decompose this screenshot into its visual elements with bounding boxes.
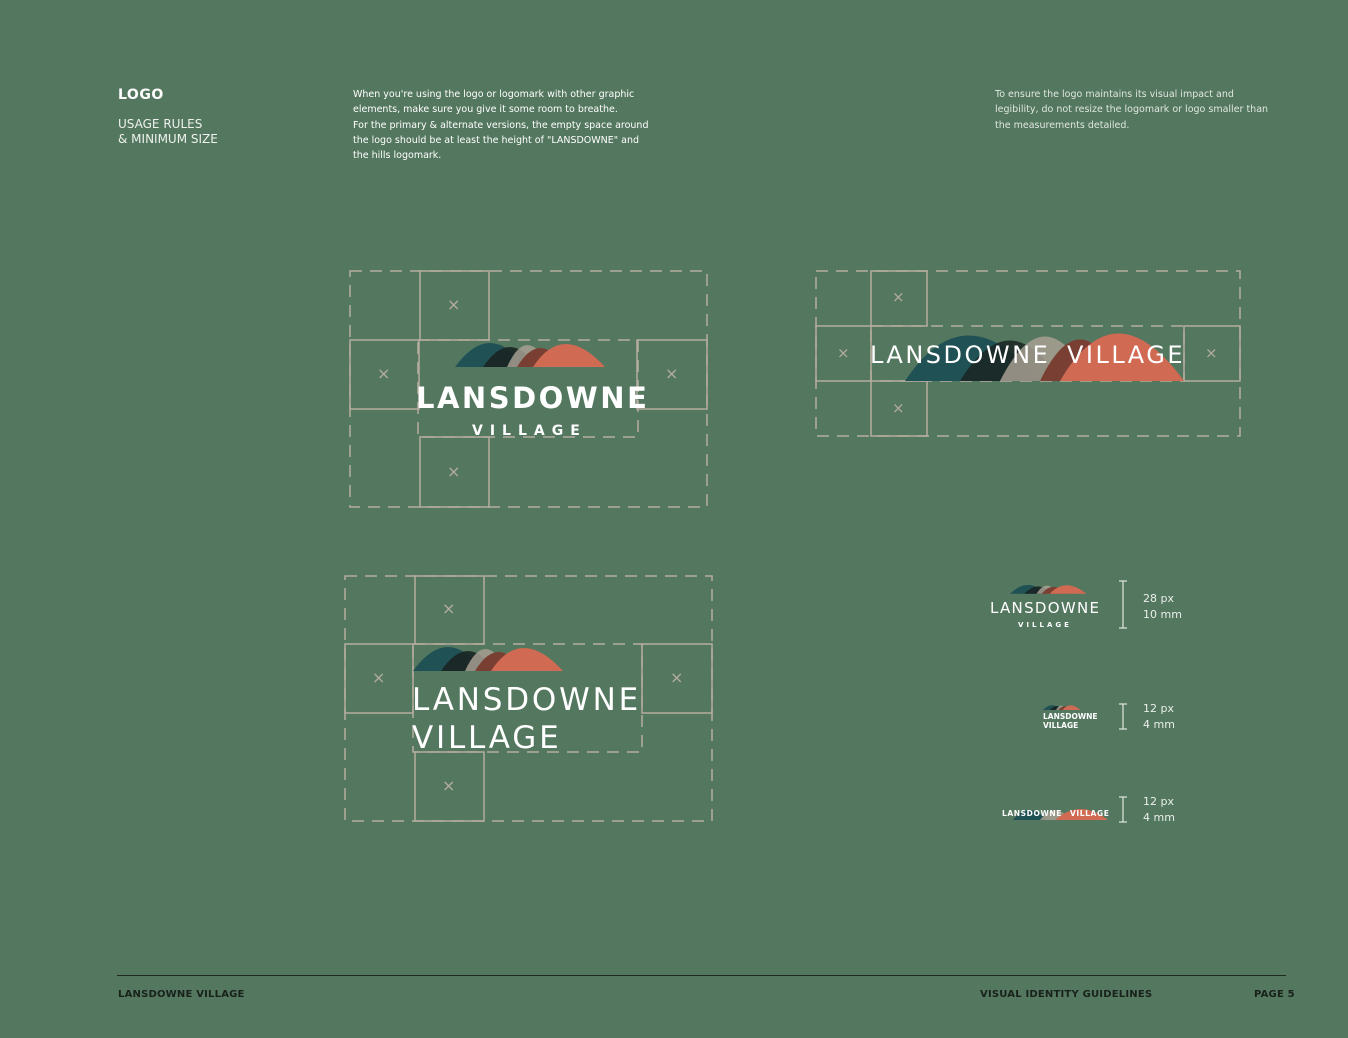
min-size-stacked-line-2: VILLAGE: [1043, 721, 1079, 730]
spacer-cross-icon: ×: [670, 668, 684, 687]
min-size-primary-wordmark: LANSDOWNE: [990, 599, 1101, 617]
primary-logo-subline: VILLAGE: [472, 423, 587, 439]
min-size-stacked-line-1: LANSDOWNE: [1043, 712, 1098, 721]
footer-page-number: PAGE 5: [1254, 989, 1295, 1000]
stacked-logo-line-2: VILLAGE: [412, 720, 562, 756]
footer-document-title: VISUAL IDENTITY GUIDELINES: [980, 989, 1153, 1000]
size-bracket-1: [1119, 581, 1127, 628]
subtitle-line-2: & MINIMUM SIZE: [118, 132, 218, 146]
stacked-logo-line-1: LANSDOWNE: [412, 682, 641, 718]
min-size-horizontal-word-2: VILLAGE: [1070, 809, 1110, 818]
min-size-stacked-logo: [1043, 712, 1098, 730]
minimum-size-note: To ensure the logo maintains its visual impact and legibility, do not resize the logomark or logo smaller than the measurements detailed.: [995, 89, 1269, 131]
stacked-hills-logomark: [413, 647, 563, 671]
spacer-cross-icon: ×: [837, 344, 850, 362]
spacer-cross-icon: ×: [377, 364, 391, 383]
min-size-stacked-hills: [1043, 705, 1081, 710]
size-px: 12 px: [1143, 795, 1174, 808]
horizontal-logo-wordmark-1: LANSDOWNE: [870, 341, 1051, 369]
primary-hills-logomark: [455, 343, 605, 367]
footer-divider: [117, 975, 1286, 976]
spacer-cross-icon: ×: [442, 776, 456, 795]
size-bracket-2: [1119, 704, 1127, 729]
spacer-cross-icon: ×: [892, 288, 905, 306]
section-title: LOGO: [118, 87, 164, 103]
size-px: 12 px: [1143, 702, 1174, 715]
size-label-2: [1143, 701, 1175, 733]
size-indicators: [1119, 581, 1127, 822]
spacer-cross-icon: ×: [1205, 344, 1218, 362]
primary-logo-wordmark: LANSDOWNE: [416, 381, 650, 415]
spacer-cross-icon: ×: [372, 668, 386, 687]
size-mm: 10 mm: [1143, 608, 1182, 621]
size-mm: 4 mm: [1143, 718, 1175, 731]
min-size-horizontal-word-1: LANSDOWNE: [1002, 809, 1062, 818]
size-px: 28 px: [1143, 592, 1174, 605]
size-bracket-3: [1119, 797, 1127, 822]
spacer-cross-icon: ×: [447, 462, 461, 481]
size-mm: 4 mm: [1143, 811, 1175, 824]
clear-space-para-2: For the primary & alternate versions, the empty space around the logo should be at least the height of "LANSDOWNE" and the hills logomark.: [353, 119, 649, 162]
spacer-cross-icon: ×: [442, 599, 456, 618]
horizontal-logo-wordmark-2: VILLAGE: [1067, 341, 1186, 369]
clear-space-para-1: When you're using the logo or logomark with other graphic elements, make sure you give it some room to breathe.: [353, 89, 635, 116]
min-size-primary-subline: VILLAGE: [1018, 621, 1072, 629]
spacer-cross-icon: ×: [665, 364, 679, 383]
size-label-1: [1143, 591, 1182, 623]
subtitle-line-1: USAGE RULES: [118, 117, 203, 131]
size-label-3: [1143, 794, 1175, 826]
footer-brand: LANSDOWNE VILLAGE: [118, 989, 245, 1000]
spacer-cross-icon: ×: [892, 399, 905, 417]
spacer-cross-icon: ×: [447, 295, 461, 314]
min-size-primary-hills: [1010, 585, 1087, 594]
